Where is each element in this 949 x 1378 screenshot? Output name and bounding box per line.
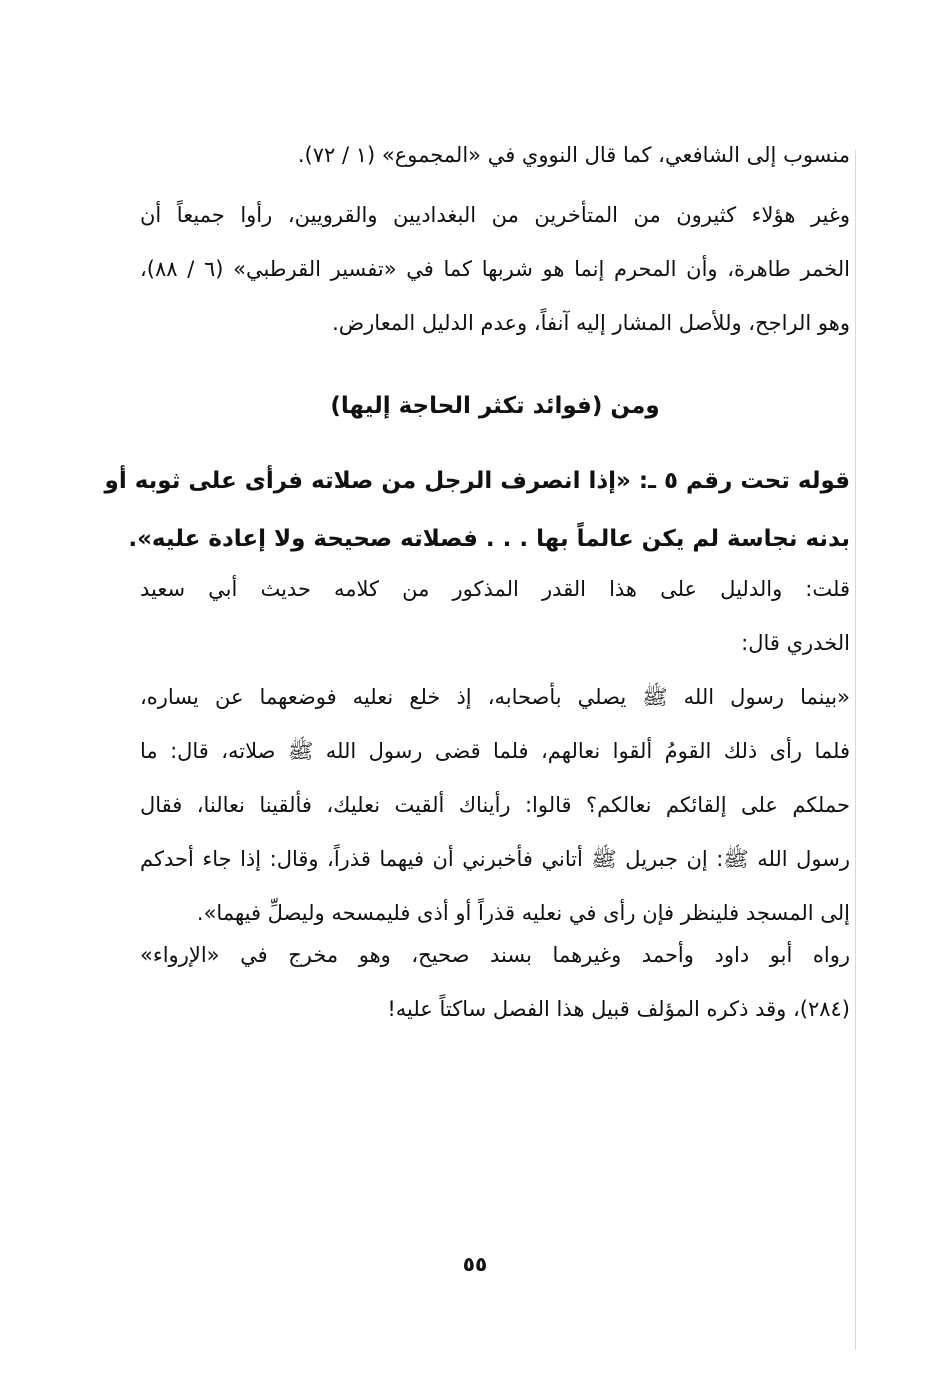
- page-edge-line: [855, 150, 856, 1350]
- text-line: قوله تحت رقم ٥ ـ: «إذا انصرف الرجل من صلاته فرأى على ثوبه أو: [104, 468, 850, 494]
- text-line: إلى المسجد فلينظر فإن رأى في نعليه قذراً أو أذى فليمسحه وليصلِّ فيهما».: [196, 901, 850, 925]
- text-line: منسوب إلى الشافعي، كما قال النووي في «المجموع» (١ / ٧٢).: [297, 143, 850, 167]
- text-line: بدنه نجاسة لم يكن عالماً بها . . . فصلاته صحيحة ولا إعادة عليه».: [128, 526, 850, 552]
- paragraph-evidence: [140, 562, 850, 670]
- page-number: ٥٥: [462, 1252, 488, 1276]
- text-line: رسول الله ﷺ: إن جبريل ﷺ أتاني فأخبرني أن فيهما قذراً، وقال: إذا جاء أحدكم: [140, 847, 850, 871]
- quoted-statement: [104, 452, 850, 568]
- text-line: الخمر طاهرة، وأن المحرم إنما هو شربها كما في «تفسير القرطبي» (٦ / ٨٨)،: [140, 257, 850, 281]
- text-line: الخدري قال:: [741, 631, 850, 655]
- text-line: وغير هؤلاء كثيرون من المتأخرين من البغداديين والقرويين، رأوا جميعاً أن: [140, 203, 850, 227]
- paragraph-source: [140, 928, 850, 1036]
- text-line: قلت: والدليل على هذا القدر المذكور من كلامه حديث أبي سعيد: [140, 577, 850, 601]
- text-line: فلما رأى ذلك القومُ ألقوا نعالهم، فلما قضى رسول الله ﷺ صلاته، قال: ما: [140, 739, 850, 763]
- section-heading: ومن (فوائد تكثر الحاجة إليها): [330, 393, 660, 419]
- paragraph-continuation: [140, 128, 850, 182]
- text-line: حملكم على إلقائكم نعالكم؟ قالوا: رأيناك ألقيت نعليك، فألقينا نعالنا، فقال: [140, 793, 850, 817]
- text-line: (٢٨٤)، وقد ذكره المؤلف قبيل هذا الفصل ساكتاً عليه!: [387, 997, 850, 1021]
- text-line: وهو الراجح، وللأصل المشار إليه آنفاً، وعدم الدليل المعارض.: [332, 311, 850, 335]
- paragraph-wine-ruling: [140, 188, 850, 350]
- hadith-text: [140, 670, 850, 940]
- text-line: «بينما رسول الله ﷺ يصلي بأصحابه، إذ خلع نعليه فوضعهما عن يساره،: [140, 685, 850, 709]
- text-line: رواه أبو داود وأحمد وغيرهما بسند صحيح، وهو مخرج في «الإرواء»: [140, 943, 850, 967]
